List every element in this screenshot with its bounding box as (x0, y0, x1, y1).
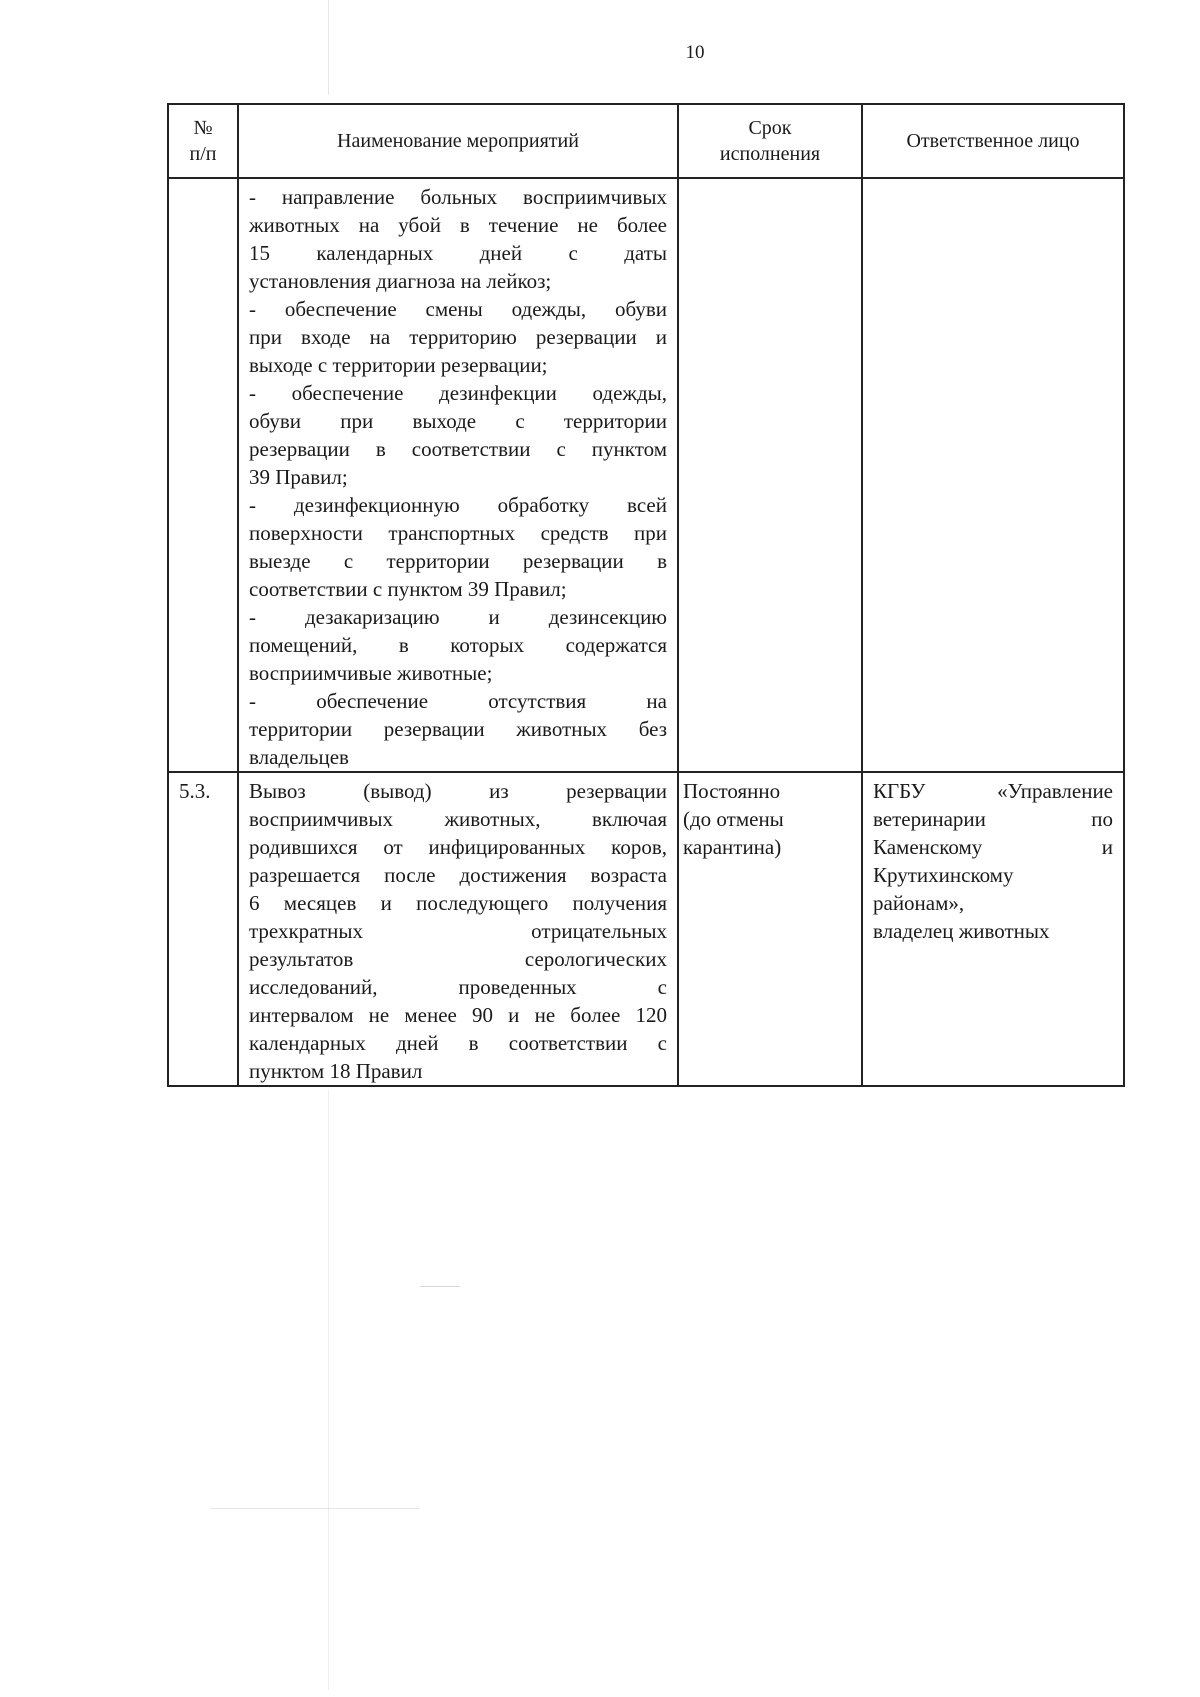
cell-line: - направление больных восприимчивых (249, 185, 667, 209)
cell-line: владельцев (249, 745, 349, 769)
cell-line: Крутихинскому (873, 863, 1014, 887)
header-term-line-1: Срок (748, 117, 792, 139)
cell-line: пунктом 18 Правил (249, 1059, 423, 1083)
measures-table (167, 103, 1125, 1087)
cell-line: трехкратных отрицательных (249, 919, 667, 943)
cell-line: 15 календарных дней с даты (249, 241, 667, 265)
row-term-cell (678, 178, 862, 772)
cell-line: выезде с территории резервации в (249, 549, 667, 573)
header-num-line-2: п/п (189, 143, 217, 165)
cell-line: - обеспечение смены одежды, обуви (249, 297, 667, 321)
row-name-text (239, 773, 677, 1085)
scan-artifact-dash (420, 1286, 460, 1287)
cell-line: резервации в соответствии с пунктом (249, 437, 667, 461)
cell-line: - дезакаризацию и дезинсекцию (249, 605, 667, 629)
cell-line: 6 месяцев и последующего получения (249, 891, 667, 915)
cell-line: календарных дней в соответствии с (249, 1031, 667, 1055)
cell-line: ветеринарии по (873, 807, 1113, 831)
row-responsible-text (863, 773, 1123, 945)
row-term-text (679, 773, 861, 861)
scan-artifact-dash (210, 1508, 420, 1509)
cell-line: Каменскому и (873, 835, 1113, 859)
page-number: 10 (685, 42, 705, 63)
row-responsible-cell (862, 178, 1124, 772)
header-name-text: Наименование мероприятий (337, 130, 579, 152)
row-num: 5.3. (179, 779, 211, 803)
row-term-cell (678, 772, 862, 1086)
cell-line: карантина) (683, 835, 782, 859)
cell-line: восприимчивые животные; (249, 661, 493, 685)
header-name (238, 104, 678, 178)
cell-line: восприимчивых животных, включая (249, 807, 667, 831)
row-num-cell (168, 772, 238, 1086)
row-name-cell (238, 178, 678, 772)
cell-line: помещений, в которых содержатся (249, 633, 667, 657)
cell-line: при входе на территорию резервации и (249, 325, 667, 349)
row-name-text (239, 179, 677, 771)
row-num-cell (168, 178, 238, 772)
cell-line: исследований, проведенных с (249, 975, 667, 999)
cell-line: установления диагноза на лейкоз; (249, 269, 552, 293)
cell-line: разрешается после достижения возраста (249, 863, 667, 887)
header-num-line-1: № (193, 117, 213, 139)
cell-line: интервалом не менее 90 и не более 120 (249, 1003, 667, 1027)
cell-line: 39 Правил; (249, 465, 348, 489)
row-term-text (679, 179, 861, 183)
cell-line: результатов серологических (249, 947, 667, 971)
scan-artifact-line (328, 1090, 329, 1690)
cell-line: территории резервации животных без (249, 717, 667, 741)
table-row (168, 178, 1124, 772)
row-responsible-text (863, 179, 1123, 183)
scan-artifact-line (328, 0, 329, 95)
header-term (678, 104, 862, 178)
header-term-line-2: исполнения (719, 143, 821, 165)
cell-line: владелец животных (873, 919, 1050, 943)
cell-line: КГБУ «Управление (873, 779, 1113, 803)
cell-line: - обеспечение отсутствия на (249, 689, 667, 713)
cell-line: - обеспечение дезинфекции одежды, (249, 381, 667, 405)
cell-line: животных на убой в течение не более (249, 213, 667, 237)
cell-line: Вывоз (вывод) из резервации (249, 779, 667, 803)
cell-line: поверхности транспортных средств при (249, 521, 667, 545)
header-responsible (862, 104, 1124, 178)
row-responsible-cell (862, 772, 1124, 1086)
header-num (168, 104, 238, 178)
cell-line: (до отмены (683, 807, 784, 831)
cell-line: родившихся от инфицированных коров, (249, 835, 667, 859)
cell-line: выходе с территории резервации; (249, 353, 548, 377)
row-name-cell (238, 772, 678, 1086)
cell-line: районам», (873, 891, 965, 915)
cell-line: обуви при выходе с территории (249, 409, 667, 433)
cell-line: - дезинфекционную обработку всей (249, 493, 667, 517)
table-header-row (168, 104, 1124, 178)
row-num (169, 179, 237, 183)
table-row (168, 772, 1124, 1086)
header-responsible-text: Ответственное лицо (906, 130, 1080, 152)
cell-line: Постоянно (683, 779, 781, 803)
cell-line: соответствии с пунктом 39 Правил; (249, 577, 567, 601)
